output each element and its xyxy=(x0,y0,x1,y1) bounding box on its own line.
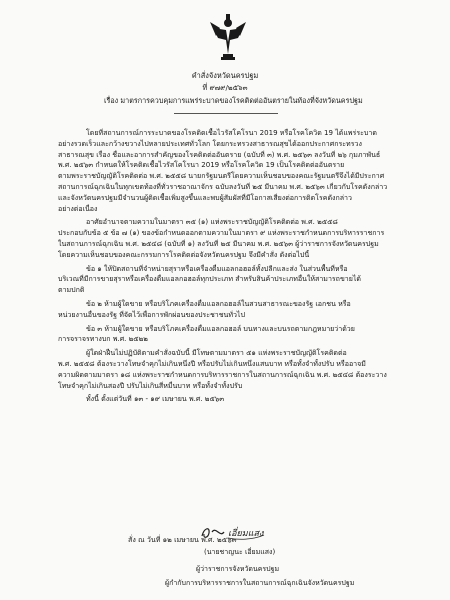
text-line: โดยที่สถานการณ์การระบาดของโรคติดเชื้อไวรัสโคโรนา 2019 หรือโรคโควิด 19 ได้แพร่ระบาด xyxy=(86,128,377,137)
order-number: ที่ ๙๗๙/๒๕๖๓ xyxy=(202,83,248,92)
signer-name: (นายชาญนะ เอี่ยมแสง) xyxy=(204,548,276,556)
paragraph-background xyxy=(58,128,403,214)
text-line: ข้อ ๒ ห้ามผู้ใดขาย หรือบริโภคเครื่องดื่มแอลกอฮอล์ในสวนสาธารณะของรัฐ เอกชน หรือ xyxy=(86,298,351,308)
text-line: ข้อ ๑ ให้ปิดสถานที่จำหน่ายสุราหรือเครื่องดื่มแอลกอฮอล์ทั้งปลีกและส่ง ในส่วนพื้นที่หรือ xyxy=(86,263,348,273)
text-line: ตามปกติ xyxy=(58,285,85,295)
paragraph-penalty xyxy=(58,348,403,391)
text-line: พ.ศ. ๒๕๖๓ กำหนดให้โรคติดเชื้อไวรัสโคโรนา 2019 หรือโรคโควิด 19 เป็นโรคติดต่ออันตราย xyxy=(58,160,345,170)
divider xyxy=(174,113,278,114)
text-line: อาศัยอำนาจตามความในมาตรา ๓๕ (๑) แห่งพระราชบัญญัติโรคติดต่อ พ.ศ. ๒๕๕๘ xyxy=(86,217,338,227)
clause-2 xyxy=(58,299,403,321)
signer-position: ผู้ว่าราชการจังหวัดนครปฐม xyxy=(196,565,280,573)
text-line: ประกอบกับข้อ ๕ ข้อ ๗ (๑) ของข้อกำหนดออกตามความในมาตรา ๙ แห่งพระราชกำหนดการบริหารราชการ xyxy=(58,228,385,238)
order-title: คำสั่งจังหวัดนครปฐม xyxy=(191,71,259,80)
text-line: การจราจรทางบก พ.ศ. ๒๕๒๒ xyxy=(58,334,148,344)
svg-text:เอี่ยมแสง: เอี่ยมแสง xyxy=(228,529,264,539)
garuda-emblem-icon xyxy=(208,12,248,62)
text-line: พ.ศ. ๒๕๕๘ ต้องระวางโทษจำคุกไม่เกินหนึ่งปี หรือปรับไม่เกินหนึ่งแสนบาท หรือทั้งจำทั้งปรับ หรืออาจมี xyxy=(58,358,366,368)
text-line: หน่วยงานอื่นของรัฐ ที่จัดไว้เพื่อการพักผ่อนของประชาชนทั่วไป xyxy=(58,309,245,319)
text-line: โดยความเห็นชอบของคณะกรรมการโรคติดต่อจังหวัดนครปฐม จึงมีคำสั่ง ดังต่อไปนี้ xyxy=(58,249,310,259)
text-line: บริเวณที่มีการขายสุราหรือเครื่องดื่มแอลกอฮอล์ทุกประเภท สำหรับสินค้าประเภทอื่นให้สามารถขายได้ xyxy=(58,274,361,284)
signed-date: สั่ง ณ วันที่ ๑๒ เมษายน พ.ศ. ๒๕๖๓ xyxy=(128,535,237,544)
text-line: ข้อ ๓ ห้ามผู้ใดขาย หรือบริโภคเครื่องดื่มแอลกอฮอล์ บนทางและบนรถตามกฎหมายว่าด้วย xyxy=(86,323,355,333)
text-line: และจังหวัดนครปฐมมีจำนวนผู้ติดเชื้อเพิ่มสูงขึ้นและพบผู้สัมผัสที่มีโอกาสเสี่ยงต่อการติดโรคดังกล่าว xyxy=(58,192,352,202)
signer-position-emergency: ผู้กำกับการบริหารราชการในสถานการณ์ฉุกเฉินจังหวัดนครปฐม xyxy=(165,579,355,587)
text-line: สถานการณ์ฉุกเฉินในทุกเขตท้องที่ทั่วราชอาณาจักร ฉบับลงวันที่ ๒๕ มีนาคม พ.ศ. ๒๕๖๓ เกี่ยวกับโรคดังกล่าว xyxy=(58,181,388,191)
text-line: อย่างรวดเร็วและกว้างขวางไปหลายประเทศทั่วโลก โดยกระทรวงสาธารณสุขได้ออกประกาศกระทรวง xyxy=(58,138,362,148)
order-subject: เรื่อง มาตรการควบคุมการแพร่ระบาดของโรคติดต่ออันตรายในท้องที่จังหวัดนครปฐม xyxy=(104,96,363,105)
text-line: ในสถานการณ์ฉุกเฉิน พ.ศ. ๒๕๔๘ (ฉบับที่ ๑) ลงวันที่ ๒๕ มีนาคม พ.ศ. ๒๕๖๓ ผู้ว่าราชการจังหวัดนครปฐม xyxy=(58,238,379,248)
text-line: อย่างต่อเนื่อง xyxy=(58,203,98,213)
text-line: สาธารณสุข เรื่อง ชื่อและอาการสำคัญของโรคติดต่ออันตราย (ฉบับที่ ๓) พ.ศ. ๒๕๖๓ ลงวันที่ ๒๖ กุมภาพันธ์ xyxy=(58,149,381,159)
text-line: ผู้ใดฝ่าฝืนไม่ปฏิบัติตามคำสั่งฉบับนี้ มีโทษตามมาตรา ๕๑ แห่งพระราชบัญญัติโรคติดต่อ xyxy=(86,348,347,358)
clause-3 xyxy=(58,324,403,346)
document-body xyxy=(58,128,403,405)
text-line: ตามพระราชบัญญัติโรคติดต่อ พ.ศ. ๒๕๕๘ นายกรัฐมนตรีโดยความเห็นชอบของคณะรัฐมนตรีจึงได้มีประกาศ xyxy=(58,171,385,181)
text-line: ทั้งนี้ ตั้งแต่วันที่ ๑๓ - ๑๙ เมษายน พ.ศ. ๒๕๖๓ xyxy=(86,394,225,404)
text-line: ความผิดตามมาตรา ๑๘ แห่งพระราชกำหนดการบริหารราชการในสถานการณ์ฉุกเฉิน พ.ศ. ๒๕๔๘ ต้องระวาง xyxy=(58,369,387,379)
clause-1 xyxy=(58,264,403,296)
signature-image xyxy=(198,522,266,542)
text-line: โทษจำคุกไม่เกินสองปี ปรับไม่เกินสี่หมื่นบาท หรือทั้งจำทั้งปรับ xyxy=(58,380,243,390)
effective-period xyxy=(58,394,403,405)
paragraph-authority xyxy=(58,217,403,260)
